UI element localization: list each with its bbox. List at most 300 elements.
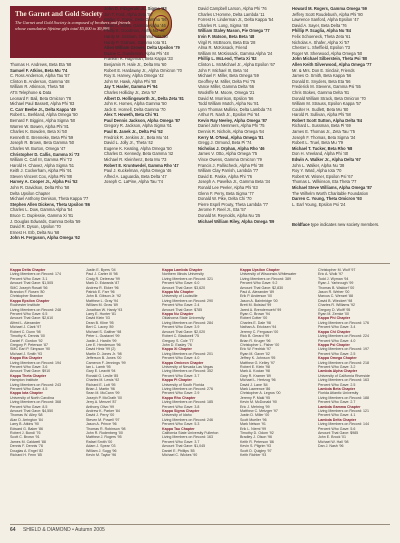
donor-entry: Roy Y. Ward, Alpha Iota '70	[292, 168, 342, 174]
donor-entry: Thomas H. Andrews, Beta Eta '68	[10, 62, 72, 67]
chapter-entry: Joseph P. McGrath '00	[86, 395, 122, 400]
chapter-entry: Living Members on Record: 389	[240, 276, 291, 281]
chapter-entry: Thomas B. Waldorf '00	[318, 285, 355, 290]
donor-entry: Robert L. Berkland, Alpha Omega '50	[10, 112, 78, 118]
chapter-entry: Amount That Gave: $4,550	[10, 409, 54, 413]
chapter-entry: Oklahoma State University	[162, 316, 205, 321]
donor-entry: Christopher D. Callis, Gamma Xi '73	[10, 151, 80, 157]
donor-entry: Daniel John Nemmers, Alpha Phi '75	[198, 123, 265, 129]
chapter-entry: University of South Florida	[162, 382, 205, 387]
donor-entry: John L. Walker, Alpha Nu '38	[292, 162, 345, 168]
donor-entry: William R. Atkinson, Theta '58	[10, 84, 65, 90]
chapter-entry: Alan D. Arrington '84	[10, 417, 43, 422]
chapter-entry: Amount That Gave: $1,505	[10, 281, 54, 286]
chapter-entry: Percent Who Gave: 2.5	[318, 382, 356, 387]
donor-entry: Delta Upsilon Chapter	[10, 190, 51, 196]
chapter-entry: Robert J. Bondi '76	[10, 431, 41, 436]
chapter-entry: Justin J. Hardin '99	[86, 338, 117, 343]
chapter-entry: Living Members on Record: 290	[162, 298, 213, 303]
chapter-entry: Living Members on Record: 368	[10, 400, 61, 405]
chapter-entry: Brian R. Kruger '96	[240, 338, 271, 343]
donor-entry: Vince Owens, Gamma Omicron '79	[198, 157, 262, 163]
chapter-entry: John R. Rodenberg '00	[86, 431, 123, 436]
donor-entry: Woolsffe M. Moore, Omega '21	[198, 89, 255, 95]
chapter-entry: Dean B. Kline '95	[86, 320, 114, 325]
donor-entry: Phillip P. Scaglia, Alpha Nu '84	[292, 28, 351, 34]
donor-entry: Jeffery Scott Roudebush, Alpha Phi '80	[292, 11, 363, 17]
chapter-entry: Living Members on Record: 201	[162, 351, 213, 356]
donor-entry: William Staley Mason, Pie Omega '77	[198, 28, 270, 34]
chapter-entry: Percent Who Gave: 2.5	[318, 351, 356, 356]
chapter-entry: Bert C. Lacey '89	[86, 325, 114, 330]
chapter-entry: Living Members on Record: 163	[318, 378, 369, 383]
chapter-entry: Keith Richter '93	[240, 453, 267, 458]
donor-entry: Ernest H. Erb, Delta Nu '68	[10, 229, 60, 235]
chapter-entry: Percent Who Gave: 3.8	[162, 404, 200, 409]
donor-column-2	[104, 6, 196, 185]
chapter-entry: Jason R. Weber '00	[318, 290, 350, 295]
donor-entry: Charles W. Burton, Omega '47	[10, 145, 66, 151]
chapter-entry: Percent Who Gave: 4.5	[10, 386, 48, 391]
chapter-entry: Erik L. Niemi '99	[240, 426, 267, 431]
donor-entry: Steven Vincent Cox, Alpha Phi '88	[10, 173, 72, 179]
chapter-entry: John D. Easley '76	[162, 342, 192, 347]
chapter-entry: Timothy K. Dennis '00	[10, 334, 45, 339]
donor-entry: Charles L. Dow, Gamma Alpha '54	[10, 207, 73, 213]
donor-entry: David E. Paske, Alpha Phi '76	[198, 173, 253, 179]
donor-entry: Frederick M. Stevens, Gamma Psi '55	[292, 84, 361, 90]
chapter-entry: Percent Who Gave: 3.4	[318, 325, 356, 330]
chapter-heading: Kappa Theta Chapter	[10, 373, 47, 378]
donor-entry: Hardy P. Graham, Gamma Iota '81	[104, 39, 167, 45]
donor-entry: David R. Dyson, Upsilon '70	[10, 224, 61, 230]
chapter-entry: Michael J. Smith '93	[10, 351, 43, 356]
donor-entry: Todd William Mutch, Alpha Nu '81	[198, 101, 259, 107]
chapter-entry: Percent Who Gave: 2.7	[318, 400, 356, 405]
chapter-heading: Kappa Mu Chapter	[162, 290, 194, 295]
donor-entry: Joseph R. Brown, Beta Gamma '50	[10, 140, 75, 146]
chapter-entry: Jeffrey K. Johnson '95	[240, 356, 276, 361]
donor-entry: Virgil R. McBroom, Beta Eta '28	[198, 39, 256, 45]
chapter-entry: University of North Carolina	[10, 395, 54, 400]
chapter-entry: Daniel F. Gordon '92	[10, 338, 43, 343]
chapter-entry: Percent Who Gave: 3.6	[10, 364, 48, 369]
chapter-entry: Bradley J. Olson '96	[240, 435, 273, 440]
chapter-entry: Jefferson B. Jones '00	[86, 356, 122, 361]
chapter-entry: Living Members on Record: 284	[162, 320, 213, 325]
chapter-entry: Northern Illinois University	[162, 272, 204, 277]
chapter-entry: Jason A. Bainbridge '00	[240, 298, 278, 303]
donor-entry: Bruce C. Duplessie, Gamma Xi '81	[10, 213, 74, 219]
chapter-entry: Gary E. Leavitt '94	[86, 369, 116, 374]
donor-entry: Samuel F. Atkins, Beta Mu '74	[10, 67, 68, 73]
chapter-entry: Percent Who Gave: 5.3	[162, 422, 200, 427]
donor-entry: Chris Stokes, Gamma Delta '81	[292, 89, 350, 95]
chapter-entry: Ronald G. Leslie '85	[86, 373, 119, 378]
donor-entry: J. Douglas Edwards, Gamma Delta '59	[10, 218, 81, 224]
donor-entry: Gregory R. Jackson, Alpha Sigma '61	[104, 123, 172, 129]
donor-entry: John R. Davidson, Delta Rho '58	[10, 185, 70, 191]
donor-entry: Pierre Espril Prouty, Theta Lambda '77	[198, 201, 269, 207]
donor-entry: Dennis R. Nichols, Alpha Omega '64	[198, 129, 265, 135]
donor-entry: James V. Otto, Alpha Omega '75	[198, 151, 258, 157]
donor-entry: David A. Sayer, Beta Delta '76	[292, 22, 347, 28]
chapter-entry: Living Members on Record: 276	[162, 386, 213, 391]
chapter-entry: Mark Nelson '91	[240, 422, 266, 427]
donor-entry: Allen Keith Silverwood, Alpha Omega '77	[292, 61, 372, 67]
donor-entry: Michael R. Kleinhenz, Beta Mu '73	[104, 157, 167, 163]
chapter-entry: Robert E. Klein '98	[240, 364, 270, 369]
chapter-entry: Living Members on Record: 185	[162, 400, 213, 405]
chapter-entry: Justin D. Miller '00	[240, 413, 270, 418]
chapter-entry: Andrew R. Ekker '96	[86, 285, 119, 290]
donor-entry: Felix Schoeneck, Theta Zeta '61	[292, 33, 351, 39]
issue-name: Autumn 2005	[75, 527, 105, 533]
chapter-heading: Kappa Psi Chapter	[318, 342, 350, 347]
chapter-entry: Brian J. Martin '96	[86, 386, 115, 391]
chapter-entry: Cameron F. Jennings '99	[86, 360, 126, 365]
donor-entry: Gregg J. Ormond, Beta Pi '74	[198, 140, 252, 146]
chapter-entry: William J. Sugg '96	[86, 448, 117, 453]
chapter-entry: Alfred L. Alexander	[10, 320, 41, 325]
chapter-entry: Living Members on Record: 224	[318, 334, 369, 339]
donor-entry: Nicholas J. Orphan, Alpha Rho '46	[198, 145, 265, 151]
chapter-entry: Sean M. McCann '99	[86, 391, 120, 396]
donor-entry: Charles K. Bowden, Beta Xi '50	[10, 129, 67, 135]
donor-entry: Michael Anthony Denison, Theta Kappa '77	[10, 196, 89, 202]
chapter-entry: Michael S. Gaither '98	[86, 329, 122, 334]
donor-entry: Paul Dennis Jackson, Alpha Omega '87	[104, 117, 181, 123]
donor-entry: Lawrence Sanford, Alpha Epsilon '47	[292, 17, 359, 23]
chapter-entry: David J. Perry '00	[86, 413, 115, 418]
donor-entry: Bernard F. Biggins, Alpha Sigma '50	[10, 117, 76, 123]
donor-entry: Phillip E. Goodman, Alpha Nu '48	[104, 28, 165, 34]
chapter-entry: David B. Wieckert '98	[318, 298, 353, 303]
chapter-entry: Jeremy C. Ferguson '00	[240, 329, 279, 334]
chapter-entry: Gregory S. Cole '77	[162, 338, 194, 343]
chapter-heading: Kappa Omicron Chapter	[162, 360, 204, 365]
chapter-entry: John E. Brock '01	[318, 435, 347, 440]
chapter-entry: Christopher Brandon	[10, 294, 44, 299]
chapter-entry: Michael W. Hall '98	[318, 439, 349, 444]
chapter-heading: Lambda Alpha Chapter	[318, 369, 358, 374]
chapter-entry: Amount That Gave: $910	[10, 369, 51, 374]
donor-entry: Roy S. Harvey, Alpha Omega '42	[104, 73, 164, 79]
chapter-entry: Edward G. Baker '86	[10, 426, 44, 431]
donor-entry: Albert D. Hollingsworth Jr., Delta Zeta '81	[104, 95, 184, 101]
donor-column-1	[10, 62, 102, 241]
donor-entry: Kevin Ray Neeley, Alpha Omega '87	[198, 117, 268, 123]
chapter-entry: Justin E. Byers '04	[86, 268, 116, 272]
chapter-entry: Jerry A. Menzel '87	[86, 400, 117, 405]
chapter-entry: Gregory D. Wolff '95	[318, 307, 351, 312]
chapter-entry: Scott Mueller '96	[240, 417, 267, 422]
chapter-entry: Paul A. Alexander '89	[240, 290, 275, 295]
chapter-entry: University of Idaho	[162, 413, 192, 418]
chapter-entry: Richard H. Fenn '85	[10, 453, 42, 458]
chapter-entry: Scott D. Quigley '97	[240, 448, 272, 453]
chapter-column-2	[86, 268, 160, 457]
chapter-heading: Kappa Pi Chapter	[162, 378, 192, 383]
chapter-entry: Rick B. Gerard '99	[240, 334, 270, 339]
chapter-entry: Timothy D. Odom '92	[240, 431, 274, 436]
chapter-entry: Living Members on Record: 218	[318, 360, 369, 365]
boldface-legend	[292, 222, 379, 228]
donor-entry: Benjamin R. Hale Jr., Delta Mu '60	[104, 61, 167, 67]
publication-name: SHIELD & DIAMOND	[22, 527, 71, 533]
donor-entry: William M. McKissack, Gamma Alpha '24	[198, 50, 273, 56]
chapter-entry: Living Members on Record: 144	[318, 422, 369, 427]
chapter-entry: Craig R. Deleeuw '99	[86, 276, 120, 281]
donor-entry: James O. Smith, Beta Kappa '56	[292, 73, 352, 79]
donor-entry: Robert W. Wisner, Epsilon Psi '67	[292, 173, 353, 179]
chapter-entry: Ryan J. Yarbrough '99	[318, 281, 354, 286]
chapter-entry: David J. Lane '84	[240, 382, 268, 387]
chapter-entry: Thomas R. Robinson '98	[86, 426, 126, 431]
chapter-heading: Kappa Iota Chapter	[10, 391, 43, 396]
chapter-entry: Charles R. Williams '92	[318, 303, 356, 308]
donor-entry: Robert L. Truel, Beta Mu '79	[292, 140, 344, 146]
donor-entry: L. Earl Young, Epsilon Psi '24	[292, 201, 346, 207]
chapter-heading: Lambda Beta Chapter	[318, 386, 356, 391]
donor-entry: David L. Jolly Jr., Theta '42	[104, 140, 153, 146]
chapter-entry: Living Members on Record: 176	[318, 320, 369, 325]
donor-entry: William C. Carl III, Gamma Phi '72	[10, 157, 72, 163]
chapter-entry: Amount That Gave: $3,620	[162, 285, 206, 290]
donor-entry: Vance Miller, Gamma Delta '66	[198, 84, 254, 90]
donor-entry: C. Carr Beebe Jr., Delta Kappa '49	[10, 106, 76, 112]
donor-entry: Franklin R. Hageman, Beta Kappa '33	[104, 56, 173, 62]
chapter-entry: Steven M. Powell '97	[86, 417, 120, 422]
chapter-entry: Peter L. Gustavel '99	[86, 334, 120, 339]
chapter-entry: Ryan M. Gaver '02	[240, 351, 270, 356]
donor-entry: Charles D. Kennedy, Beta Gamma '42	[104, 151, 174, 157]
donor-entry: Geoffrey M. Miller, Delta Psi '76	[198, 78, 256, 84]
chapter-entry: Richard E. Lott '95	[86, 382, 116, 387]
donor-entry: Roger W. Sherwood, Alpha Omega '50	[292, 50, 363, 56]
chapter-heading: Kappa Omega Chapter	[318, 356, 357, 361]
chapter-entry: Living Members on Record: 121	[318, 409, 369, 413]
chapter-entry: David Hintz '99 (2)	[86, 347, 116, 352]
donor-entry: Harold R. Sullivan, Alpha Phi '58	[292, 112, 351, 118]
donor-entry: Francis J. Pallischeck, Alpha Phi '38	[198, 162, 264, 168]
chapter-entry: Living Members on Record: 197	[318, 347, 369, 352]
chapter-entry: Kevin M. McDonald '90	[240, 400, 277, 405]
chapter-entry: Daniel E. Phillips '85	[162, 448, 195, 453]
donor-entry: Alex T. Howeth, Beta Chi '91	[104, 112, 159, 118]
donor-entry: Robert E. Kruntwedel, Gamma Rho '47	[104, 162, 179, 168]
chapter-heading: Kappa Delta Chapter	[10, 268, 46, 272]
chapter-entry: Percent Who Gave: 3.9	[162, 325, 200, 330]
section-divider	[10, 263, 390, 264]
donor-entry: Donald M. Reynolds, Alpha Nu '25	[198, 212, 261, 218]
chapter-entry: Michael L. Hertzog '96	[240, 378, 276, 383]
chapter-entry: Living Members on Record: 174	[10, 272, 61, 277]
chapter-entry: Patrick E. Farr '96	[86, 290, 115, 295]
donor-entry: Arthur R. Nash Jr., Epsilon Psi '64	[198, 112, 260, 118]
chapter-entry: Percent Who Gave: 9.2	[240, 281, 278, 286]
donor-entry: Chester L. Sheffield, Epsilon '73	[292, 45, 351, 51]
donor-entry: Stephen Allen Dickens, Theta Upsilon '86	[10, 201, 90, 207]
chapter-entry: Mark Lawrence '86	[240, 386, 271, 391]
donor-entry: Glenn F. Perry, Beta Sigma '77	[198, 190, 254, 196]
chapter-entry: SMC Joseph Rosati '56	[10, 285, 48, 290]
chapter-column-3	[162, 268, 238, 457]
chapter-heading: Lambda Delta Chapter	[318, 417, 357, 422]
chapter-entry: Dennis F. Dennis '78	[10, 444, 43, 449]
chapter-entry: Percent Who Gave: 3.2	[318, 364, 356, 369]
donor-entry: David M. Morrison, Epsilon '56	[198, 95, 254, 101]
chapter-heading: Kappa Eta Chapter	[10, 356, 43, 361]
chapter-entry: Amount That Gave: $985	[318, 431, 359, 436]
chapter-entry: Douglas A. Engel '82	[10, 448, 44, 453]
donor-entry: Harvey A. Cooper Jr., Alpha Psi '52	[10, 179, 78, 185]
donor-entry: Charles R. Long, Sigma '48	[198, 22, 248, 28]
donor-entry: ATS Telephone & Data	[10, 89, 52, 95]
chapter-entry: Jeremy P. Maki '95	[240, 395, 270, 400]
chapter-entry: Paul J. Carter III '98	[86, 272, 118, 277]
donor-entry: Donald W. Pike, Delta Chi '70	[198, 196, 252, 202]
donor-entry: Michael F. Miller, Beta Omega '59	[198, 73, 259, 79]
chapter-entry: Living Members on Record: 246	[162, 417, 213, 422]
footer-rule	[10, 524, 390, 525]
chapter-entry: Living Members on Record: 163	[162, 435, 213, 440]
chapter-heading: Kappa Upsilon Chapter	[240, 268, 280, 272]
chapter-entry: Thomas W. Alley '68	[10, 413, 43, 418]
chapter-entry: Matthew J. Rogers '95	[86, 435, 122, 440]
donor-entry: Charles L'Homme, Delta Lambda '11	[198, 11, 265, 17]
donor-entry: John K. Homes, Alpha Gamma '50	[104, 101, 167, 107]
chapter-column-4	[240, 268, 316, 457]
chapter-entry: University of California Riverside	[318, 373, 370, 378]
chapter-heading: Lambda Gamma Chapter	[318, 404, 361, 409]
donor-column-4	[292, 6, 390, 207]
chapter-heading: Kappa Sigma Chapter	[162, 409, 200, 413]
donor-entry: Ronald Lee Peeler, Alpha Phi '83	[198, 185, 258, 190]
donor-entry: Fredrick R. Jenkins Jr., Beta Mu '44	[104, 134, 169, 140]
chapter-entry: Florida Atlantic University	[318, 391, 359, 396]
chapter-entry: Andrew K. Parker '84	[86, 409, 120, 413]
chapter-entry: Percent Who Gave: 2.4	[162, 303, 200, 308]
chapter-entry: Percent Who Gave: 4.0	[162, 356, 200, 361]
chapter-entry: Rafael Smith '00	[86, 439, 113, 444]
chapter-entry: William M. Grow '89	[86, 303, 118, 308]
chapter-entry: University of Nevada Las Vegas	[162, 364, 213, 369]
donor-entry: Jack E. Hornell, Delta Gamma '70	[104, 106, 166, 112]
chapter-entry: Eric W. Fredrick '97	[240, 347, 272, 352]
chapter-entry: California State University Fullerton	[162, 431, 219, 436]
donor-entry: Joseph F. Thomas, Beta Sigma '34	[292, 134, 356, 140]
chapter-entry: Amount That Gave: $2,610	[10, 316, 54, 321]
donor-entry: Charles Holliday Jr., Zeta '67	[104, 89, 157, 95]
chapter-entry: Robert C. Blackwell '75	[162, 334, 200, 339]
chapter-entry: Percent Who Gave: 4.0	[318, 338, 356, 343]
chapter-entry: Anthony Olivo '99	[86, 404, 115, 409]
donor-entry: John Michael Silberstein, Theta Psi '80	[292, 56, 368, 62]
chapter-entry: SMC Earl P. Simpson '90	[10, 347, 50, 352]
page-number: 64	[10, 527, 16, 533]
donor-entry: John F. Michael III, Beta '44	[198, 67, 249, 73]
chapter-entry: Percent Who Gave: 3.7	[162, 373, 200, 378]
chapter-column-5	[318, 268, 390, 449]
chapter-entry: Larry B. Atkins '90	[10, 422, 39, 427]
chapter-heading: Kappa Epsilon Chapter	[10, 298, 50, 303]
donor-entry: James E. Thomas Jr., Zeta Tau '75	[292, 129, 355, 135]
chapter-entry: Jonathan W. Hardy '93	[86, 307, 123, 312]
chapter-entry: Percent Who Gave: 4.1	[318, 413, 356, 418]
chapter-entry: Eric A. Wolk '97	[318, 272, 343, 277]
chapter-entry: Living Members on Record: 243	[10, 382, 61, 387]
donor-entry: David Campbell Larson, Alpha Phi '76	[198, 6, 267, 11]
chapter-heading: Kappa Xi Chapter	[162, 347, 192, 352]
chapter-heading: Kappa Nu Chapter	[162, 312, 194, 317]
chapter-entry: Living Members on Record: 321	[162, 276, 213, 281]
chapter-column-1	[10, 268, 84, 457]
donor-entry: Don H. Vreeland, Alpha Phi '40	[292, 151, 349, 157]
chapter-entry: Michael C. Wickes '90	[162, 453, 198, 458]
donor-entry: John H. Ferguson, Alpha Omega '62	[10, 235, 80, 241]
chapter-entry: Percent Who Gave: 3.1	[10, 276, 48, 281]
chapter-entry: Living Members on Record: 188	[318, 395, 369, 400]
chapter-entry: Christopher A. Legros '00	[240, 391, 281, 396]
chapter-entry: Matthew G. Kelley '97	[240, 360, 275, 365]
donor-entry: Robert Scott Sutton, Alpha Delta '84	[292, 117, 362, 123]
chapter-entry: Eric J. Mehring '99	[240, 404, 270, 409]
chapter-entry: Kevin S. Pilgrim '93	[240, 444, 272, 449]
chapter-entry: Amount That Gave: $1,045	[162, 444, 206, 449]
donor-entry: Paul B. Janek Jr., Delta Psi '52	[104, 129, 163, 135]
chapter-heading: Kappa Chi Chapter	[318, 329, 351, 334]
chapter-entry: Rochester Institute	[10, 303, 40, 308]
chapter-entry: Living Members on Record: 248	[10, 307, 61, 312]
donor-entry: Warren W. Bowen, Alpha Phi '81	[10, 123, 69, 129]
donor-entry: Michael T. Tucker, Beta Rho '68	[292, 145, 353, 151]
chapter-entry: Christopher M. Wolf '97	[318, 268, 356, 272]
donor-entry: Tyrus C. Gibbs, Gamma Alpha '46	[104, 22, 166, 28]
donor-entry: Alfred A. Laguardia, Beta Delta '47	[104, 173, 167, 179]
chapter-entry: Adam J. Spear '03	[86, 444, 116, 449]
donor-entry: Clinton L. McMichael Jr., Alpha Epsilon '67	[198, 61, 276, 67]
donor-entry: Hardy M. Graham, Gamma Iota '60	[104, 33, 168, 39]
chapter-entry: Amount That Gave: $2,830	[240, 285, 284, 290]
chapter-heading: Kappa Rho Chapter	[162, 395, 196, 400]
chapter-entry: Percent Who Gave: 3.7	[162, 439, 200, 444]
chapter-entry: Ian L. Lamb '95	[86, 364, 111, 369]
donor-entry: Kerry M. O'Neal, Alpha Omega '81	[198, 134, 264, 140]
chapter-entry: University of Wisconsin-Whitewater	[240, 272, 297, 277]
donor-entry: Forrest H. Linderman Jr., Delta Kappa '54	[198, 17, 274, 23]
chapter-entry: Scott C. Brown '91	[10, 435, 40, 440]
chapter-entry: John B. Gibson Jr. '92	[86, 294, 122, 299]
donor-entry: John D. Fitzgerald Jr., Sigma '83	[104, 6, 167, 11]
chapter-entry: Michael J. Clark '97	[10, 325, 42, 330]
donor-entry: Howard M. Rogers, Gamma Omega '59	[292, 6, 367, 11]
chapter-entry: Nathan A. Ericksen '94	[240, 325, 277, 330]
donor-entry: Clinton B. Anderson, Gamma '48	[10, 78, 70, 84]
chapter-entry: Jason A. Prince '96	[86, 422, 117, 427]
donor-entry: Lynn Thomas Mullinix, Delta Lambda '74	[198, 106, 272, 112]
donor-entry: Walter C. Frank, Delta Gamma '56	[104, 17, 167, 23]
society-description: The Garnet and Gold Society is composed of brothers and friends whose cumulative lifetime gifts total $5,000 to $9,999.	[15, 20, 131, 31]
chapter-entry: Percent Who Gave: 6.0	[162, 281, 200, 286]
donor-entry: Jerome F. Reel Jr., Eta '57	[198, 207, 246, 213]
chapter-entry: Charles E. Dale '98	[240, 320, 271, 325]
chapter-entry: Robert Cotter '00	[240, 316, 268, 321]
donor-entry: Eugene K. Keating, Alpha Omega '50	[104, 145, 172, 151]
chapter-entry: Ryan M. Zemke '00	[318, 312, 350, 317]
footer-separator: •	[72, 527, 76, 533]
legend-text: type indicates new society members.	[310, 222, 380, 227]
